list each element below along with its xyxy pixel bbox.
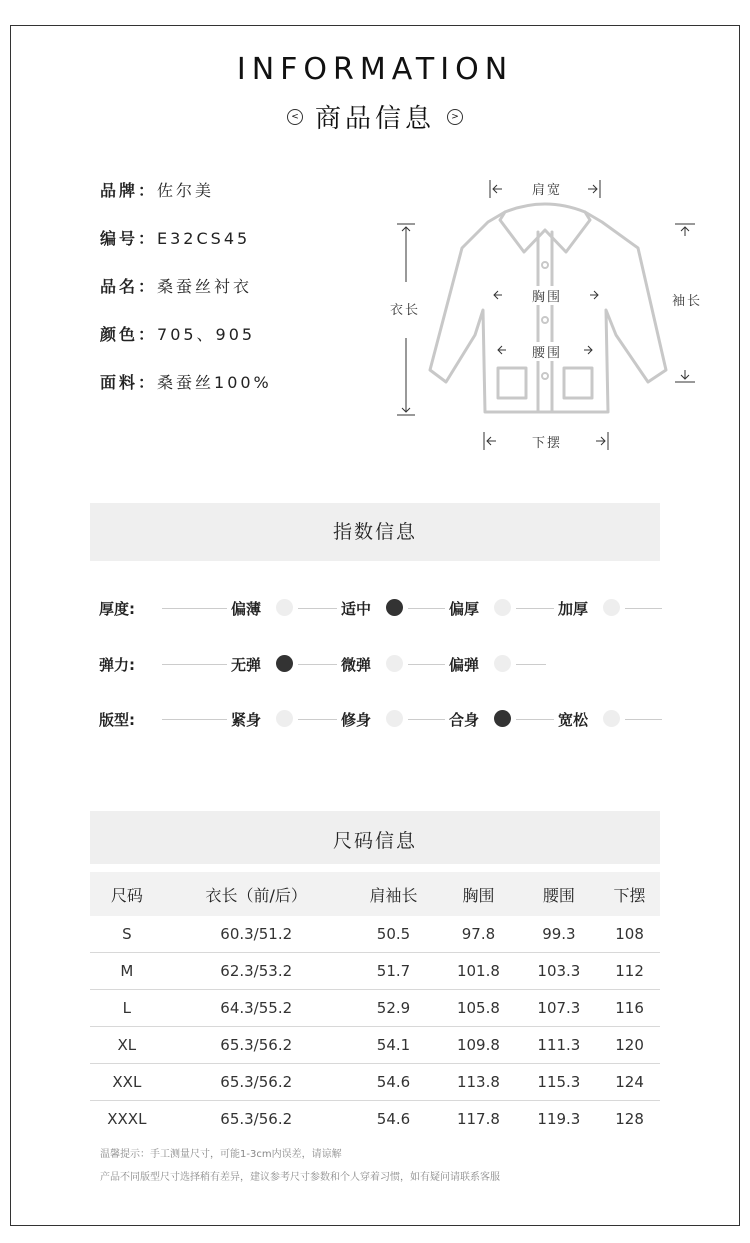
index-section-title: 指数信息: [90, 503, 660, 561]
index-row-label: 厚度:: [99, 600, 135, 618]
table-cell: 65.3/56.2: [220, 1110, 293, 1128]
table-row: [90, 1027, 660, 1064]
size-col-header: 胸围: [438, 872, 518, 916]
index-dot: [386, 655, 403, 672]
label-sleeve: 袖长: [670, 290, 704, 309]
table-row: [90, 1101, 660, 1138]
size-table-header: [90, 872, 660, 916]
index-option-label: 加厚: [558, 600, 589, 618]
index-option-label: 适中: [341, 600, 372, 618]
table-cell: XXXL: [107, 1110, 147, 1128]
index-connector-line: [516, 719, 554, 720]
size-table: [90, 872, 660, 1137]
table-cell: 51.7: [349, 953, 439, 990]
index-dot: [603, 599, 620, 616]
size-col-header: 肩袖长: [349, 872, 439, 916]
info-brand-value: 佐尔美: [157, 181, 215, 200]
index-option-label: 偏弹: [449, 656, 480, 674]
table-cell: S: [90, 916, 164, 953]
table-cell: 109.8: [438, 1027, 518, 1064]
index-dot-selected: [276, 655, 293, 672]
shirt-illustration: [380, 170, 710, 460]
label-length: 衣长: [388, 299, 422, 318]
table-cell: 119.3: [537, 1110, 581, 1128]
table-cell: 113.8: [438, 1064, 518, 1101]
size-col-header: 衣长（前/后）: [164, 872, 349, 916]
index-dot: [603, 710, 620, 727]
right-arrow-icon: >: [447, 109, 463, 125]
info-fabric-key: 面料：: [100, 373, 158, 392]
label-chest: 胸围: [530, 286, 564, 305]
index-connector-line: [516, 664, 546, 665]
index-connector-line: [162, 608, 227, 609]
index-connector-line: [408, 664, 445, 665]
table-cell: XL: [90, 1027, 164, 1064]
info-code-value: E32CS45: [157, 229, 251, 248]
info-fabric: [100, 370, 272, 393]
table-cell: 107.3: [519, 990, 599, 1027]
index-option-label: 偏厚: [449, 600, 480, 618]
index-connector-line: [516, 608, 554, 609]
index-connector-line: [625, 608, 662, 609]
table-row: [90, 1064, 660, 1101]
index-row-label: 版型:: [99, 711, 135, 729]
table-cell: 54.6: [349, 1064, 439, 1101]
table-cell: 64.3/55.2: [164, 990, 349, 1027]
table-cell: 115.3: [519, 1064, 599, 1101]
index-connector-line: [298, 664, 337, 665]
left-arrow-icon: <: [287, 109, 303, 125]
table-cell: 103.3: [519, 953, 599, 990]
index-dot: [276, 599, 293, 616]
table-cell: 111.3: [519, 1027, 599, 1064]
title-english: INFORMATION: [236, 52, 514, 87]
index-row: [0, 652, 750, 676]
info-color: [100, 322, 255, 345]
label-shoulder: 肩宽: [530, 179, 564, 198]
index-option-label: 紧身: [231, 711, 262, 729]
size-col-header: 腰围: [519, 872, 599, 916]
index-option-label: 偏薄: [231, 600, 262, 618]
note-tip: 温馨提示：手工测量尺寸，可能1-3cm内误差，请谅解: [100, 1149, 342, 1160]
index-dot-selected: [494, 710, 511, 727]
index-row: [0, 707, 750, 731]
index-dot: [386, 710, 403, 727]
table-cell: 116: [599, 990, 660, 1027]
index-dot: [494, 655, 511, 672]
title-chinese: [0, 98, 750, 135]
index-option-label: 合身: [449, 711, 480, 729]
table-cell: 99.3: [519, 916, 599, 953]
table-cell: 62.3/53.2: [164, 953, 349, 990]
table-cell: 50.5: [349, 916, 439, 953]
index-connector-line: [162, 664, 227, 665]
size-col-header: 尺码: [90, 872, 164, 916]
info-code: [100, 226, 250, 249]
label-hem: 下摆: [530, 432, 564, 451]
info-color-value: 705、905: [157, 325, 256, 344]
table-cell: 54.1: [349, 1027, 439, 1064]
index-connector-line: [408, 608, 445, 609]
index-option-label: 无弹: [231, 656, 262, 674]
table-cell: L: [90, 990, 164, 1027]
table-cell: 124: [599, 1064, 660, 1101]
index-dot: [494, 599, 511, 616]
table-cell: 97.8: [438, 916, 518, 953]
info-color-key: 颜色：: [100, 325, 158, 344]
table-cell: 52.9: [349, 990, 439, 1027]
table-cell: 60.3/51.2: [164, 916, 349, 953]
size-col-header: 下摆: [599, 872, 660, 916]
table-cell: 128: [615, 1110, 644, 1128]
size-section-title: 尺码信息: [90, 811, 660, 864]
index-row-label: 弹力:: [99, 656, 135, 674]
table-cell: 120: [599, 1027, 660, 1064]
index-row: [0, 596, 750, 620]
info-brand-key: 品牌：: [100, 181, 158, 200]
index-connector-line: [298, 608, 337, 609]
index-option-label: 宽松: [558, 711, 589, 729]
info-code-key: 编号：: [100, 229, 158, 248]
info-fabric-value: 桑蚕丝100%: [157, 373, 272, 392]
table-cell: 112: [599, 953, 660, 990]
info-name: [100, 274, 252, 297]
index-connector-line: [625, 719, 662, 720]
label-waist: 腰围: [530, 342, 564, 361]
note-advice: 产品不同版型尺寸选择稍有差异，建议参考尺寸参数和个人穿着习惯，如有疑问请联系客服: [100, 1172, 500, 1183]
table-cell: 101.8: [438, 953, 518, 990]
info-name-key: 品名：: [100, 277, 158, 296]
garment-diagram: [380, 170, 710, 460]
index-connector-line: [298, 719, 337, 720]
table-cell: M: [90, 953, 164, 990]
index-connector-line: [162, 719, 227, 720]
info-name-value: 桑蚕丝衬衣: [157, 277, 253, 296]
info-brand: [100, 178, 214, 201]
title-chinese-text: 商品信息: [314, 104, 435, 134]
index-connector-line: [408, 719, 445, 720]
index-dot-selected: [386, 599, 403, 616]
table-cell: 65.3/56.2: [164, 1027, 349, 1064]
table-cell: XXL: [90, 1064, 164, 1101]
index-option-label: 微弹: [341, 656, 372, 674]
table-cell: 117.8: [456, 1110, 500, 1128]
table-row: [90, 990, 660, 1027]
table-cell: 54.6: [376, 1110, 411, 1128]
table-cell: 105.8: [438, 990, 518, 1027]
table-cell: 108: [599, 916, 660, 953]
index-dot: [276, 710, 293, 727]
table-row: [90, 916, 660, 953]
index-option-label: 修身: [341, 711, 372, 729]
table-cell: 65.3/56.2: [164, 1064, 349, 1101]
table-row: [90, 953, 660, 990]
